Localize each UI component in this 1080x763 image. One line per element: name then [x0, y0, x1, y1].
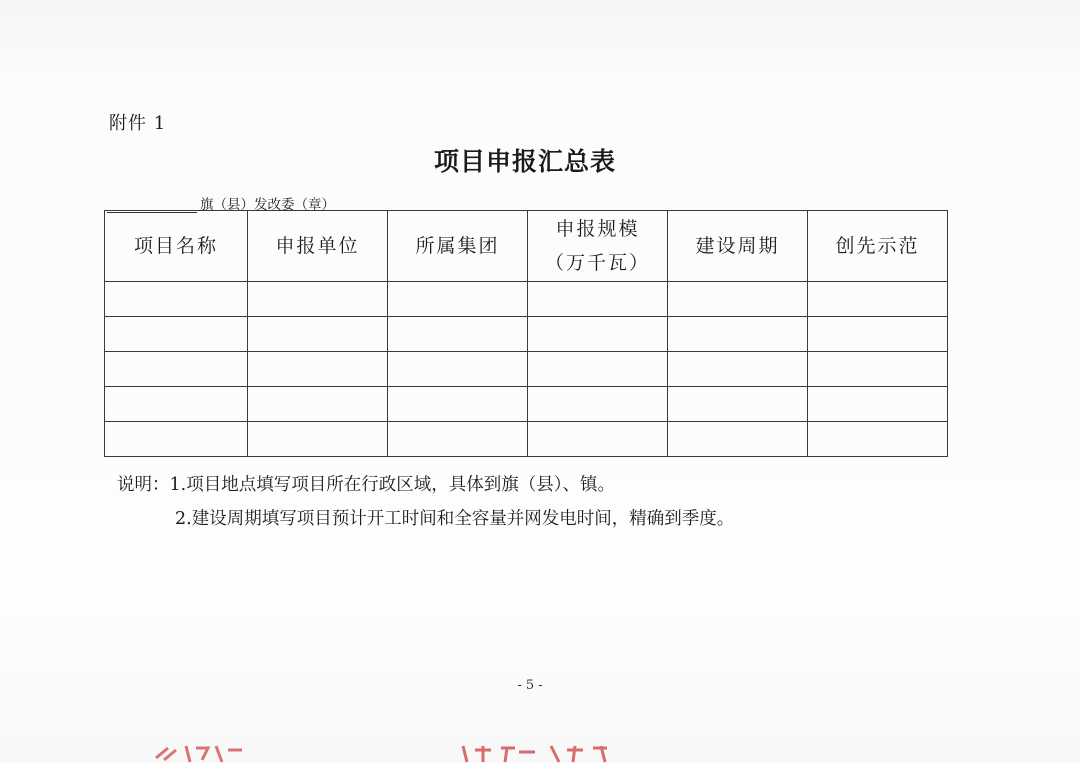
table-cell: [248, 387, 388, 422]
table-cell: [808, 387, 948, 422]
page-title: 项目申报汇总表: [433, 147, 616, 176]
table-row: [105, 317, 948, 352]
table-header-row: [105, 211, 948, 282]
table-cell: [808, 422, 948, 457]
table-cell: [248, 282, 388, 317]
issuer-suffix: 旗（县）发改委（章）: [200, 197, 335, 213]
table-cell: [668, 422, 808, 457]
table-cell: [388, 422, 528, 457]
notes-prefix: 说明：: [117, 475, 170, 495]
table-cell: [528, 422, 668, 457]
header-project-name: 项目名称: [105, 211, 248, 282]
table-cell: [808, 282, 948, 317]
table-cell: [105, 387, 248, 422]
table-row: [105, 422, 948, 457]
table-row: [105, 282, 948, 317]
table-row: [105, 352, 948, 387]
table-cell: [388, 282, 528, 317]
table-cell: [388, 387, 528, 422]
table-cell: [388, 352, 528, 387]
note-item-2: 2.建设周期填写项目预计开工时间和全容量并网发电时间，精确到季度。: [175, 509, 735, 529]
stamp-bleed-left: [150, 740, 250, 763]
table-cell: [388, 317, 528, 352]
table-row: [105, 387, 948, 422]
table-cell: [248, 352, 388, 387]
table-cell: [248, 317, 388, 352]
page-number: - 5 -: [517, 678, 543, 693]
header-group: 所属集团: [388, 211, 528, 282]
table-cell: [668, 387, 808, 422]
summary-table: [104, 210, 948, 457]
header-construction-period: 建设周期: [668, 211, 808, 282]
table-cell: [105, 317, 248, 352]
header-scale-label: 申报规模: [555, 218, 640, 240]
table-cell: [668, 317, 808, 352]
table-cell: [105, 282, 248, 317]
header-scale: [528, 211, 668, 282]
header-demonstration: 创先示范: [808, 211, 948, 282]
table-cell: [248, 422, 388, 457]
header-applicant-unit: 申报单位: [248, 211, 388, 282]
notes-section: [117, 468, 734, 536]
table-cell: [668, 352, 808, 387]
table-cell: [528, 317, 668, 352]
table-cell: [528, 282, 668, 317]
table-cell: [808, 352, 948, 387]
table-cell: [105, 352, 248, 387]
note-line-1: [117, 468, 734, 502]
note-item-1: 1.项目地点填写项目所在行政区域，具体到旗（县）、镇。: [169, 475, 615, 495]
stamp-bleed-right: [455, 740, 620, 763]
table-cell: [808, 317, 948, 352]
table-cell: [528, 387, 668, 422]
table-cell: [528, 352, 668, 387]
table-cell: [668, 282, 808, 317]
note-line-2: [117, 502, 734, 536]
attachment-label: 附件 1: [109, 113, 167, 134]
table-cell: [105, 422, 248, 457]
header-scale-unit: （万千瓦）: [544, 252, 650, 274]
